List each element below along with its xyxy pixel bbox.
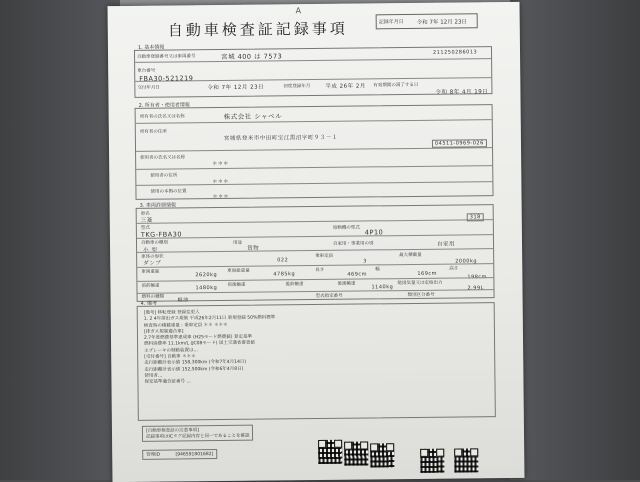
remark-line: 検査時の積載重量 : 乗車定員 ＊＊ ＊＊＊ — [143, 322, 228, 329]
width-value: 169cm — [417, 270, 438, 277]
front-rear-axle-label: 前後軸重 — [227, 282, 246, 288]
class-number-label: 類別区分番号 — [407, 292, 435, 299]
purpose-value: 自家用 — [437, 241, 456, 248]
gross-weight-value: 4785kg — [273, 271, 296, 278]
user-name-label: 使用者の氏名又は名称 — [140, 155, 186, 161]
qr-code-icon — [454, 448, 478, 472]
user-name-value: ＊＊＊ — [212, 160, 229, 168]
engine-label: 原動機の型式 — [332, 225, 360, 231]
management-id-box — [142, 449, 217, 460]
remark-line: [排ガス規制適合車] — [143, 329, 184, 335]
certificate-code: 211250286013 — [432, 49, 478, 56]
vehicle-detail-block — [136, 204, 495, 302]
model-label: 型式 — [140, 225, 150, 231]
notes-box — [142, 425, 254, 442]
stamp-mark: A — [295, 6, 302, 16]
first-reg-label: 初度登録年月 — [283, 84, 311, 90]
use-value: 貨物 — [247, 245, 260, 252]
rear-rear-axle-label: 後後軸重 — [337, 281, 356, 287]
weight-label: 車両重量 — [141, 269, 160, 275]
owner-address-label: 所有者の住所 — [139, 129, 167, 135]
remark-line: 走行距離計表示値 158,300km (令和7年4月14日) — [144, 360, 247, 367]
user-address-label: 使用者の住所 — [150, 173, 178, 179]
owner-address-value: 宮城県登米市中田町宝江黒沼字町９３－１ — [223, 134, 338, 142]
base-location-label: 使用の本拠の位置 — [150, 189, 187, 195]
remark-line: [受付番号] 自動車 ＊＊＊ — [144, 354, 196, 360]
qr-code-icon — [318, 440, 342, 464]
max-load-value: 2000kg — [455, 258, 478, 265]
owner-name-label: 所有者の氏名又は名称 — [139, 114, 185, 120]
record-date-box — [376, 13, 478, 29]
section-1-label: 1. 基本情報 — [137, 44, 165, 51]
type-number-label: 型式指定番号 — [315, 293, 343, 300]
rear-front-axle-label: 後前軸重 — [285, 282, 304, 288]
use-label: 用途 — [232, 240, 243, 246]
remark-line: 使用者… — [144, 373, 163, 379]
qr-code-icon — [370, 443, 394, 467]
first-reg-value: 平成 26年 2月 — [325, 83, 366, 90]
length-label: 長さ — [315, 267, 325, 274]
background-left — [0, 0, 120, 480]
record-date-label: 記録年月日 — [378, 19, 404, 26]
kind-label: 自動車の種別 — [140, 240, 169, 246]
owner-info-block — [135, 104, 494, 200]
expiry-label: 有効期間の満了する日 — [373, 82, 419, 89]
height-label: 高さ — [449, 266, 459, 272]
chassis-label: 車台番号 — [137, 68, 156, 74]
user-address-value: ＊＊＊ — [212, 178, 229, 186]
management-id-value: [946591801682] — [175, 452, 214, 458]
record-date-value: 令和 7年 12月 23日 — [416, 18, 467, 26]
remark-line: 2.7年度燃費基準達成車 (H25モード燃費値) 算定基準 — [143, 334, 252, 341]
expiry-value: 令和 8年 4月 19日 — [435, 89, 489, 96]
height-value: 198cm — [467, 274, 488, 281]
remark-line: [備考] 移転登録 登録変更人 — [143, 310, 200, 316]
max-load-label: 最大積載量 — [399, 252, 422, 259]
chassis-value: FBA30-521219 — [139, 74, 194, 83]
front-front-axle-label: 前前軸重 — [141, 283, 160, 289]
owner-code: 04511-0969-026 — [432, 139, 487, 148]
reg-number-label: 自動車登録番号又は車両番号 — [137, 54, 196, 60]
capacity-label: 乗車定員 — [315, 253, 334, 260]
basic-info-block — [134, 46, 492, 98]
engine-value: 4P10 — [364, 228, 384, 237]
owner-name-value: 株式会社 シャベル — [223, 112, 283, 121]
background-right — [510, 0, 640, 480]
section-4-label: 4. 備考 — [140, 300, 158, 307]
issue-date-value: 令和 7年 12月 23日 — [207, 84, 265, 92]
remark-line: 1. 2 4年排出ガス規制 平成26年2月11日 新規登録 50%燃料標準 — [143, 315, 276, 323]
notes-label: [自動車検査証の注意事項] — [145, 428, 200, 434]
remark-line: 走行距離計表示値 152,500km (令和6年4月8日) — [144, 366, 244, 373]
kind-value: 小 型 — [143, 247, 158, 254]
management-id-label: 管理ID — [146, 452, 161, 458]
notes-text: 記録事項はICタグ記録内容と同一であることを確認 — [146, 433, 250, 440]
remark-line: 燃料消費率 11.1km/L (JC08モード) 国土交通省審査値 — [144, 341, 255, 348]
remarks-lines — [144, 309, 276, 386]
document-title: 自動車検査証記録事項 — [167, 19, 348, 40]
rear-rear-axle-value: 1140kg — [371, 284, 394, 291]
qr-code-icon — [420, 449, 444, 473]
displacement-label: 総排気量又は定格出力 — [397, 280, 443, 287]
body-code: 022 — [277, 257, 289, 264]
reg-number-value: 宮城 400 は 7573 — [221, 52, 283, 61]
inspection-certificate — [108, 2, 525, 482]
remark-line: 保安基準適合証番号 … — [144, 379, 191, 386]
issue-date-label: 交付年月日 — [137, 85, 160, 91]
section-2-label: 2. 所有者・使用者情報 — [138, 102, 190, 109]
maker-value: 三菱 — [140, 217, 153, 224]
length-value: 469cm — [347, 271, 368, 278]
section-3-label: 3. 車両詳細情報 — [139, 202, 177, 209]
fuel-label: 燃料の種類 — [141, 294, 165, 300]
fuel-value: 軽油 — [177, 297, 189, 304]
capacity-value: 3 — [363, 258, 367, 265]
gross-weight-label: 車両総重量 — [227, 268, 250, 274]
weight-value: 2620kg — [195, 272, 218, 279]
maker-label: 車名 — [140, 211, 150, 217]
model-value: TKG-FBA30 — [140, 230, 182, 239]
body-label: 車体の形状 — [141, 254, 164, 260]
remark-line: 主ブレーキの制動装置は… — [144, 348, 198, 354]
qr-code-icon — [344, 441, 368, 465]
width-label: 幅 — [375, 267, 380, 273]
base-location-value: ＊＊＊ — [212, 193, 230, 201]
model-code: 318 — [467, 213, 484, 221]
front-front-axle-value: 1480kg — [195, 285, 218, 292]
purpose-label: 自家用・事業用の別 — [332, 241, 374, 247]
body-value: ダンプ — [143, 260, 162, 267]
remarks-block — [137, 302, 496, 421]
displacement-value: 2.99L — [467, 285, 484, 292]
